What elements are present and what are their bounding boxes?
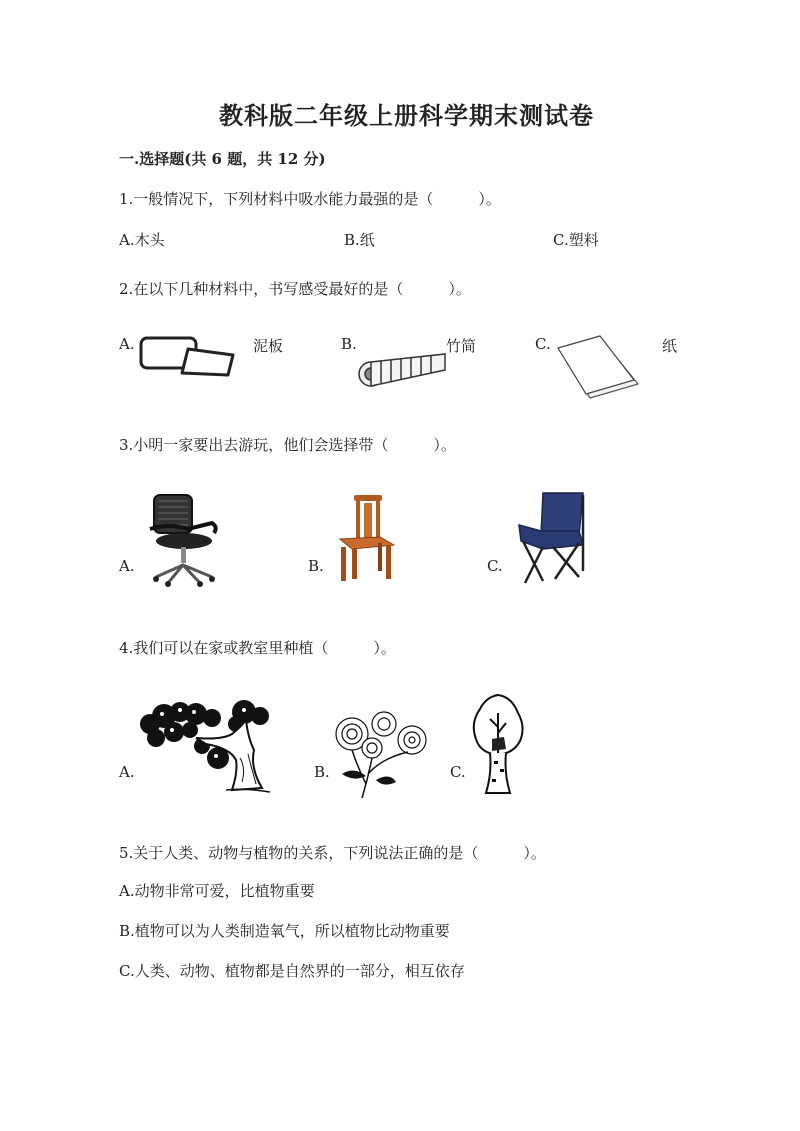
question-4-stem: 4.我们可以在家或教室里种植（ ）。 — [119, 639, 396, 657]
q2-option-b-label: 竹简 — [446, 337, 477, 355]
q3-option-c[interactable]: C. — [487, 557, 503, 575]
q2-option-c-label: 纸 — [662, 337, 678, 355]
folding-camp-chair-icon — [513, 491, 587, 586]
page-title: 教科版二年级上册科学期末测试卷 — [219, 101, 594, 130]
paper-icon — [556, 334, 641, 400]
question-5-stem: 5.关于人类、动物与植物的关系，下列说法正确的是（ ）。 — [119, 844, 546, 862]
office-chair-icon — [148, 493, 220, 587]
bamboo-slips-icon — [357, 350, 447, 390]
section-heading: 一.选择题(共 6 题，共 12 分) — [119, 150, 326, 168]
bonsai-tree-icon — [136, 698, 272, 796]
q4-option-b[interactable]: B. — [314, 763, 330, 781]
question-2-stem: 2.在以下几种材料中，书写感受最好的是（ ）。 — [119, 280, 471, 298]
q1-option-a[interactable]: A.木头 — [119, 231, 165, 249]
q4-option-a[interactable]: A. — [119, 763, 135, 781]
q2-option-b-letter[interactable]: B. — [341, 335, 357, 353]
q3-option-a[interactable]: A. — [119, 557, 135, 575]
clay-tablet-icon — [138, 335, 238, 377]
wooden-chair-icon — [336, 493, 396, 583]
question-3-stem: 3.小明一家要出去游玩，他们会选择带（ ）。 — [119, 436, 456, 454]
q3-option-b[interactable]: B. — [308, 557, 324, 575]
q2-option-a-label: 泥板 — [253, 337, 284, 355]
flower-plant-icon — [332, 708, 430, 800]
q5-option-b[interactable]: B.植物可以为人类制造氧气，所以植物比动物重要 — [119, 922, 450, 940]
q5-option-a[interactable]: A.动物非常可爱，比植物重要 — [119, 882, 315, 900]
q5-option-c[interactable]: C.人类、动物、植物都是自然界的一部分，相互依存 — [119, 962, 465, 980]
question-1-stem: 1.一般情况下，下列材料中吸水能力最强的是（ ）。 — [119, 190, 501, 208]
q2-option-a-letter[interactable]: A. — [119, 335, 135, 353]
q4-option-c[interactable]: C. — [450, 763, 466, 781]
q2-option-c-letter[interactable]: C. — [535, 335, 551, 353]
tree-icon — [470, 693, 526, 797]
q1-option-b[interactable]: B.纸 — [344, 231, 375, 249]
q1-option-c[interactable]: C.塑料 — [553, 231, 599, 249]
